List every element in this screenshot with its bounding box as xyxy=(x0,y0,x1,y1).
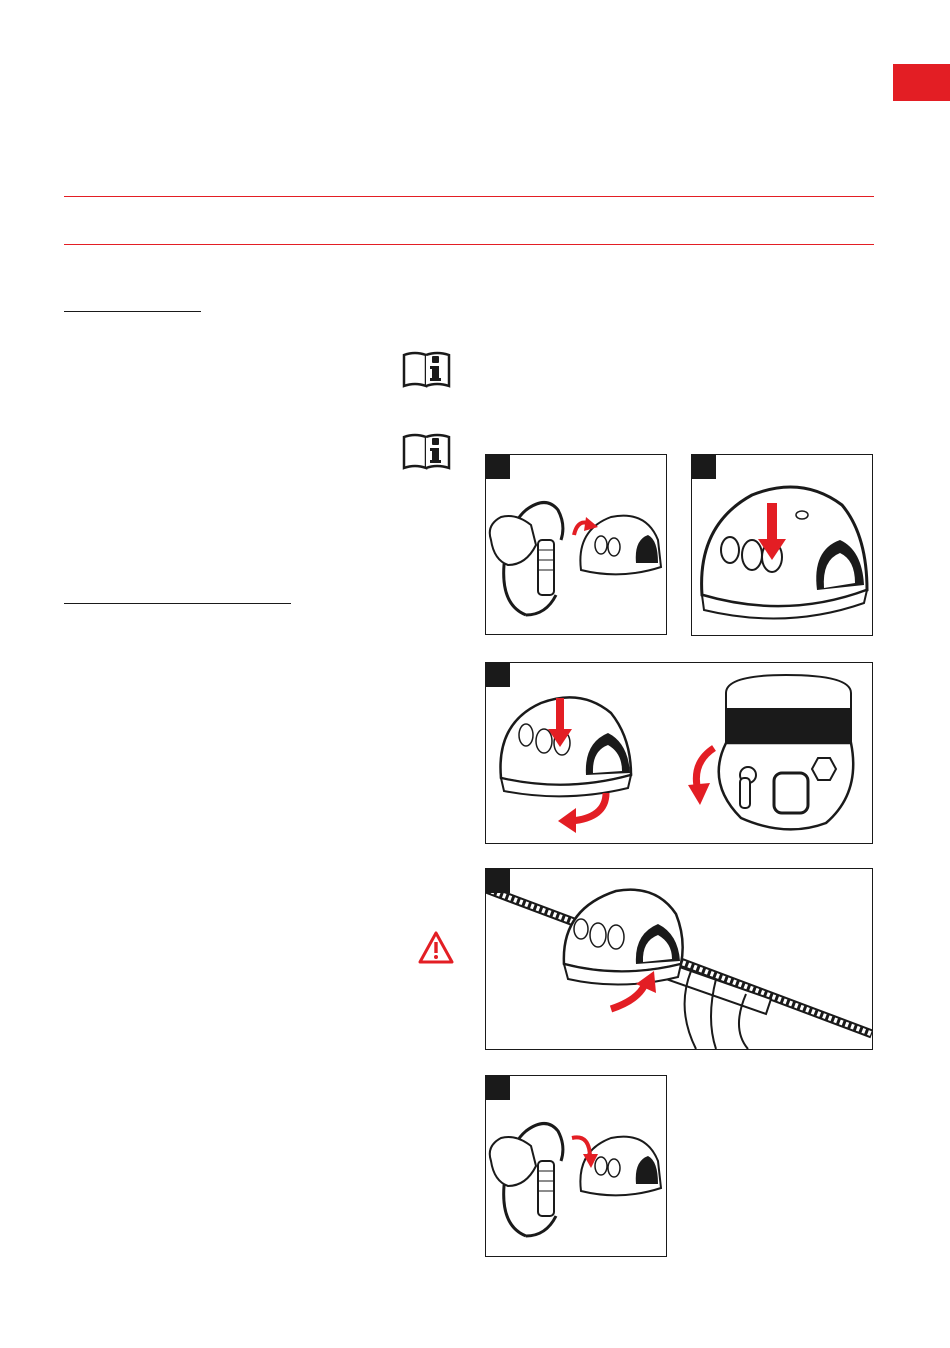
carabiner-illustration xyxy=(486,455,666,634)
step-number-badge xyxy=(486,663,510,687)
step-number-badge xyxy=(486,1076,510,1100)
section-rule-top xyxy=(64,196,874,197)
section-rule-bottom xyxy=(64,244,874,245)
step-3-panel xyxy=(485,662,873,844)
device-press-illustration xyxy=(692,455,872,635)
install-on-cable-illustration xyxy=(486,869,872,1049)
language-tab xyxy=(893,64,950,101)
heading-underline-2 xyxy=(64,603,291,604)
step-4-panel xyxy=(485,868,873,1050)
step-number-badge xyxy=(486,455,510,479)
step-number-badge xyxy=(692,455,716,479)
step-5-panel xyxy=(485,1075,667,1257)
rotate-open-illustration xyxy=(486,663,872,843)
manual-info-icon xyxy=(402,431,452,471)
step-1-panel xyxy=(485,454,667,635)
step-2-panel xyxy=(691,454,873,636)
close-carabiner-illustration xyxy=(486,1076,666,1256)
warning-triangle-icon xyxy=(417,930,455,965)
heading-underline-1 xyxy=(64,311,201,312)
manual-info-icon xyxy=(402,349,452,389)
step-number-badge xyxy=(486,869,510,893)
